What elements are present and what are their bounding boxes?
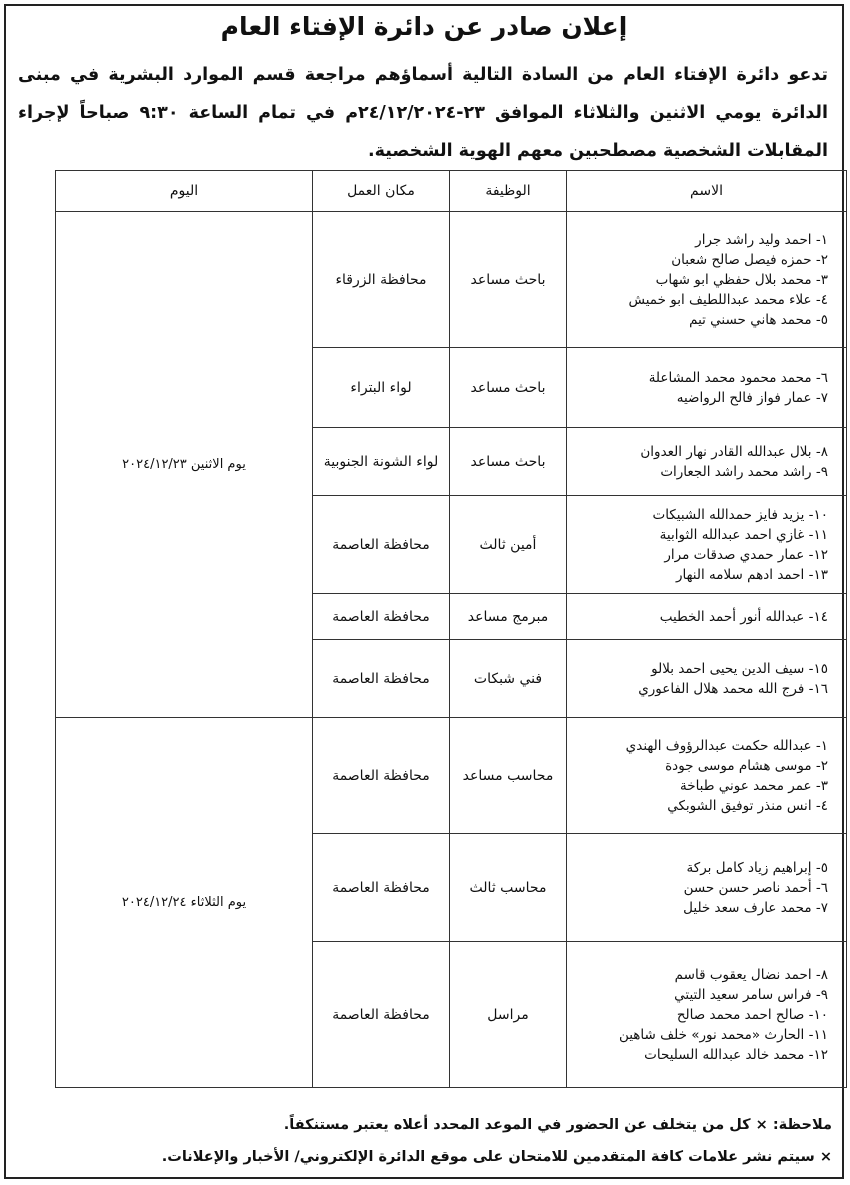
- note-line-1: ملاحظة: × كل من يتخلف عن الحضور في الموعد المحدد أعلاه يعتبر مستنكفاً.: [283, 1117, 832, 1133]
- table-body: [56, 212, 847, 1088]
- candidate-name: ٤- علاء محمد عبداللطيف ابو خميش: [628, 291, 828, 308]
- table-row: [56, 718, 847, 834]
- place-cell: محافظة العاصمة: [313, 640, 450, 718]
- candidate-name: ٧- محمد عارف سعد خليل: [683, 899, 828, 916]
- notes: [16, 1109, 832, 1173]
- place-cell: محافظة العاصمة: [313, 718, 450, 834]
- candidate-name: ٩- راشد محمد راشد الجعارات: [660, 463, 828, 480]
- job-cell: فني شبكات: [450, 640, 567, 718]
- candidate-name: ١٠- يزيد فايز حمدالله الشبيكات: [652, 506, 828, 523]
- candidate-name: ١١- الحارث «محمد نور» خلف شاهين: [618, 1026, 828, 1043]
- place-cell: محافظة العاصمة: [313, 942, 450, 1088]
- names-cell: [567, 212, 847, 348]
- place-cell: محافظة العاصمة: [313, 834, 450, 942]
- candidate-name: ١٢- محمد خالد عبدالله السليحات: [644, 1046, 828, 1063]
- candidate-name: ٥- إبراهيم زياد كامل بركة: [686, 859, 828, 876]
- candidate-name: ٤- انس منذر توفيق الشوبكي: [667, 797, 828, 814]
- names-cell: [567, 496, 847, 594]
- announcement-title: إعلان صادر عن دائرة الإفتاء العام: [220, 12, 628, 41]
- header-place: مكان العمل: [313, 171, 450, 212]
- header-job: الوظيفة: [450, 171, 567, 212]
- candidate-name: ٣- عمر محمد عوني طباخة: [679, 777, 828, 794]
- day-cell: يوم الثلاثاء ٢٠٢٤/١٢/٢٤: [56, 718, 313, 1088]
- job-cell: باحث مساعد: [450, 348, 567, 428]
- place-cell: محافظة الزرقاء: [313, 212, 450, 348]
- job-cell: مراسل: [450, 942, 567, 1088]
- names-cell: [567, 718, 847, 834]
- place-cell: محافظة العاصمة: [313, 496, 450, 594]
- names-cell: [567, 640, 847, 718]
- candidate-name: ٢- موسى هشام موسى جودة: [665, 757, 828, 774]
- names-cell: [567, 942, 847, 1088]
- announcement-intro: تدعو دائرة الإفتاء العام من السادة التالية أسماؤهم مراجعة قسم الموارد البشرية في مبنى الدائرة يومي الاثنين والثلاثاء الموافق ٢٣-٢٤/١٢/٢٠٢٤م في تمام الساعة ٩:٣٠ صباحاً لإجراء المقابلات الشخصية مصطحبين معهم الهوية الشخصية.: [18, 65, 828, 161]
- table-header-row: [56, 171, 847, 212]
- candidate-name: ١١- غازي احمد عبدالله الثوابية: [659, 526, 828, 543]
- candidate-name: ١٤- عبدالله أنور أحمد الخطيب: [659, 608, 828, 625]
- candidate-name: ١- عبدالله حكمت عبدالرؤوف الهندي: [625, 737, 828, 754]
- place-cell: محافظة العاصمة: [313, 594, 450, 640]
- candidate-name: ٨- بلال عبدالله القادر نهار العدوان: [640, 443, 828, 460]
- candidate-name: ١٦- فرج الله محمد هلال الفاعوري: [638, 680, 828, 697]
- candidate-name: ١- احمد وليد راشد جرار: [695, 231, 828, 248]
- job-cell: باحث مساعد: [450, 428, 567, 496]
- note-line-2: × سيتم نشر علامات كافة المتقدمين للامتحان على موقع الدائرة الإلكتروني/ الأخبار والإعلانات.: [161, 1149, 832, 1165]
- header-name: الاسم: [567, 171, 847, 212]
- candidate-name: ١٢- عمار حمدي صدقات مرار: [664, 546, 828, 563]
- candidate-name: ٥- محمد هاني حسني تيم: [689, 311, 828, 328]
- names-cell: [567, 428, 847, 496]
- place-cell: لواء الشونة الجنوبية: [313, 428, 450, 496]
- candidate-name: ٧- عمار فواز فالح الرواضيه: [676, 389, 828, 406]
- table-row: [56, 212, 847, 348]
- day-cell: يوم الاثنين ٢٠٢٤/١٢/٢٣: [56, 212, 313, 718]
- job-cell: محاسب ثالث: [450, 834, 567, 942]
- candidate-name: ١٥- سيف الدين يحيى احمد بلالو: [651, 660, 828, 677]
- job-cell: باحث مساعد: [450, 212, 567, 348]
- job-cell: محاسب مساعد: [450, 718, 567, 834]
- names-cell: [567, 348, 847, 428]
- names-cell: [567, 834, 847, 942]
- announcement-frame: [4, 4, 844, 1179]
- job-cell: أمين ثالث: [450, 496, 567, 594]
- candidate-name: ١٣- احمد ادهم سلامه النهار: [675, 566, 828, 583]
- header-day: اليوم: [56, 171, 313, 212]
- candidate-name: ٦- محمد محمود محمد المشاعلة: [648, 369, 828, 386]
- candidate-name: ٢- حمزه فيصل صالح شعبان: [671, 251, 828, 268]
- job-cell: مبرمج مساعد: [450, 594, 567, 640]
- candidate-name: ٦- أحمد ناصر حسن حسن: [683, 879, 828, 896]
- place-cell: لواء البتراء: [313, 348, 450, 428]
- candidate-name: ٣- محمد بلال حفظي ابو شهاب: [655, 271, 828, 288]
- candidate-name: ٨- احمد نضال يعقوب قاسم: [674, 966, 828, 983]
- candidate-name: ١٠- صالح احمد محمد صالح: [676, 1006, 828, 1023]
- candidates-table: [55, 170, 847, 1088]
- names-cell: [567, 594, 847, 640]
- candidate-name: ٩- فراس سامر سعيد التيتي: [674, 986, 828, 1003]
